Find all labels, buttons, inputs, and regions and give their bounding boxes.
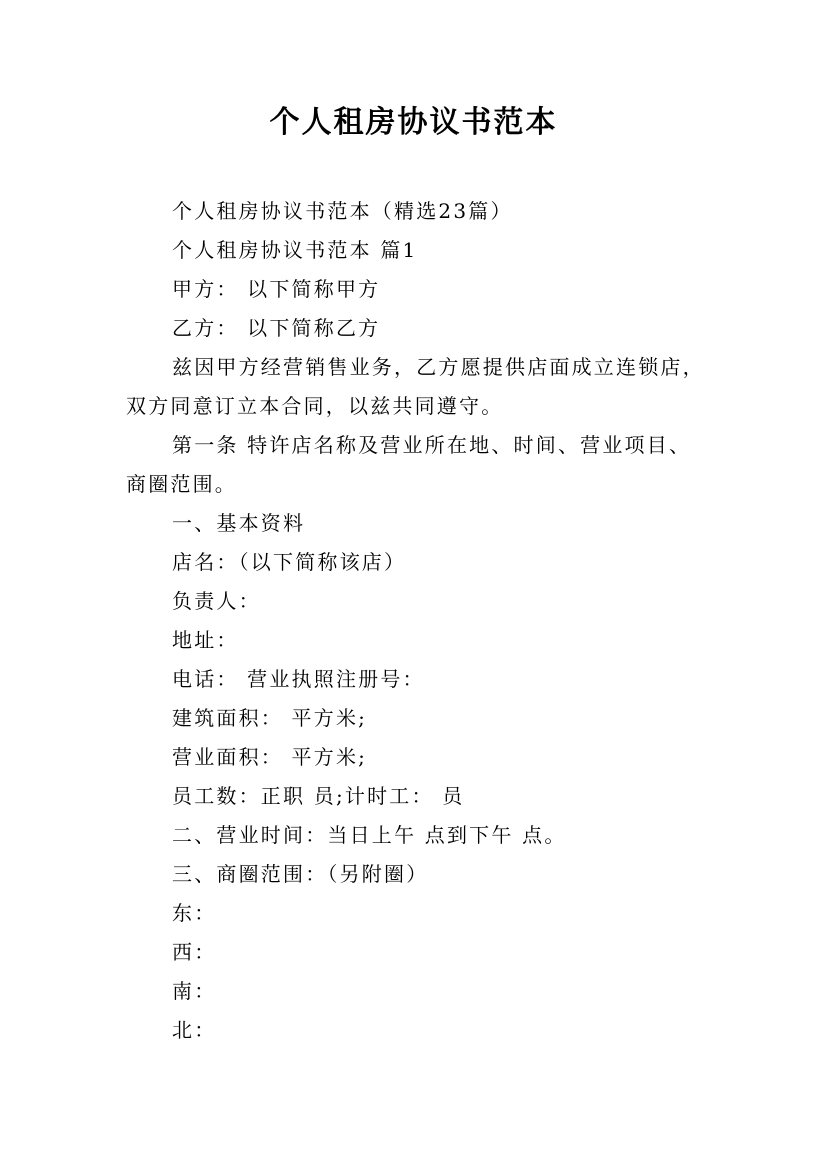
document-title: 个人租房协议书范本 (269, 105, 558, 140)
paragraph-line: 双方同意订立本合同，以兹共同遵守。 (126, 394, 504, 418)
field-line: 南： (172, 979, 217, 1003)
field-line: 建筑面积： 平方米; (172, 706, 368, 730)
party-a-line: 甲方： 以下简称甲方 (172, 277, 381, 301)
field-line: 三、商圈范围：（另附圈） (172, 862, 429, 886)
article-line: 商圈范围。 (126, 472, 237, 496)
field-line: 电话： 营业执照注册号： (172, 667, 425, 691)
subheading-line: 一、基本资料 (172, 511, 306, 535)
field-line: 北： (172, 1018, 217, 1042)
field-line: 西： (172, 940, 217, 964)
field-line: 二、营业时间：当日上午 点到下午 点。 (172, 823, 567, 847)
field-line: 店名：（以下简称该店） (172, 550, 407, 574)
paragraph-line: 兹因甲方经营销售业务，乙方愿提供店面成立连锁店， (172, 355, 705, 379)
field-line: 东： (172, 901, 217, 925)
article-line: 第一条 特许店名称及营业所在地、时间、营业项目、 (172, 433, 692, 457)
field-line: 负责人： (172, 589, 261, 613)
field-line: 营业面积： 平方米; (172, 745, 368, 769)
field-line: 员工数：正职 员;计时工： 员 (172, 784, 465, 808)
party-b-line: 乙方： 以下简称乙方 (172, 316, 381, 340)
field-line: 地址： (172, 628, 239, 652)
section-heading: 个人租房协议书范本 篇1 (172, 238, 418, 262)
subtitle-line: 个人租房协议书范本（精选23篇） (172, 199, 513, 223)
